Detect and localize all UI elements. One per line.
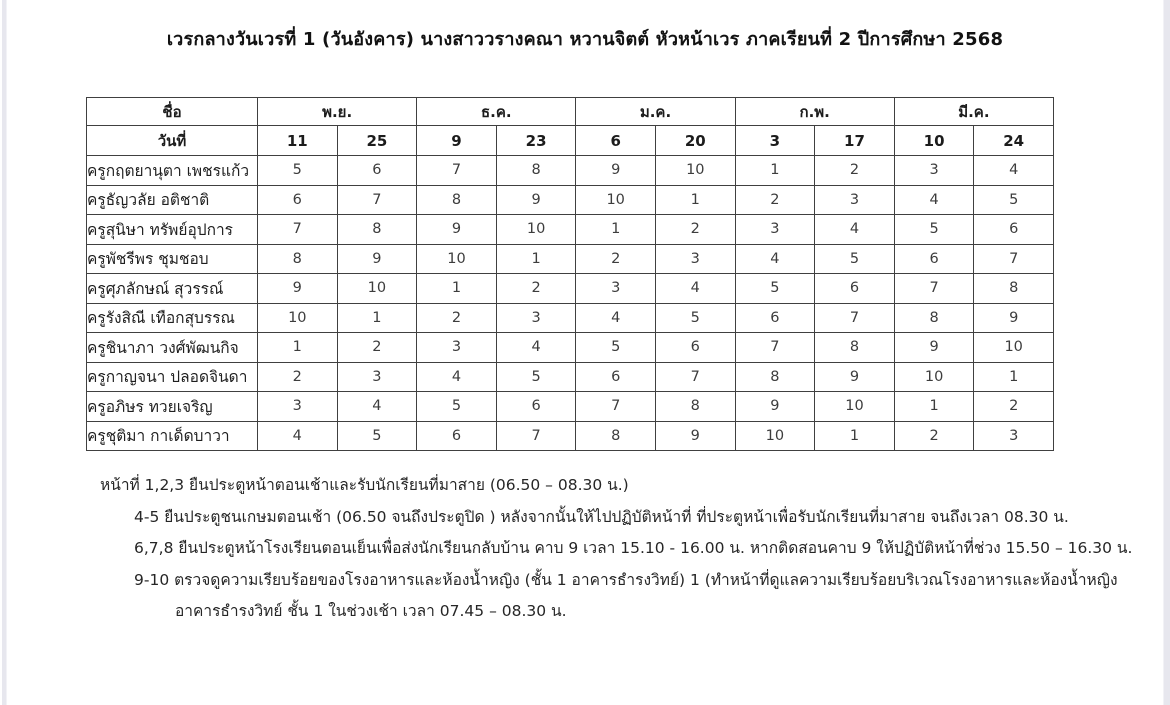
duty-number-cell: 7 [337,185,417,215]
table-row [87,362,1054,392]
duty-number-cell: 4 [417,362,497,392]
duty-number-cell: 9 [417,215,497,245]
duty-number-cell: 1 [417,274,497,304]
table-header [87,98,1054,156]
duty-number-cell: 9 [974,303,1054,333]
duty-number-cell: 2 [974,392,1054,422]
note-line: อาคารธำรงวิทย์ ชั้น 1 ในช่วงเช้า เวลา 07.45 – 08.30 น. [175,602,567,620]
duty-number-cell: 10 [735,421,815,451]
table-row [87,244,1054,274]
duty-number-cell: 9 [735,392,815,422]
table-row [87,215,1054,245]
duty-number-cell: 10 [815,392,895,422]
duty-number-cell: 6 [894,244,974,274]
duty-number-cell: 10 [337,274,417,304]
duty-number-cell: 3 [258,392,338,422]
duty-number-cell: 10 [417,244,497,274]
date-header-cell: 10 [894,126,974,156]
duty-number-cell: 5 [337,421,417,451]
duty-number-cell: 3 [337,362,417,392]
duty-number-cell: 8 [655,392,735,422]
date-header-cell: 20 [655,126,735,156]
duty-number-cell: 5 [815,244,895,274]
duty-number-cell: 3 [655,244,735,274]
duty-number-cell: 8 [417,185,497,215]
teacher-name-cell: ครูธัญวลัย อติชาติ [87,185,258,215]
note-line: 4-5 ยืนประตูชนเกษมตอนเช้า (06.50 จนถึงประตูปิด ) หลังจากนั้นให้ไปปฏิบัติหน้าที่ ที่ประตูหน้าเพื่อรับนักเรียนที่มาสาย จนถึงเวลา 08.30 น. [134,507,1069,526]
duty-number-cell: 4 [337,392,417,422]
duty-number-cell: 3 [417,333,497,363]
duty-number-cell: 4 [496,333,576,363]
duty-number-cell: 1 [974,362,1054,392]
month-header-cell: พ.ย. [258,98,417,126]
duty-number-cell: 5 [894,215,974,245]
duty-number-cell: 8 [735,362,815,392]
duty-number-cell: 7 [894,274,974,304]
table-row [87,303,1054,333]
duty-number-cell: 7 [576,392,656,422]
table-row [87,392,1054,422]
duty-number-cell: 8 [337,215,417,245]
note-line: หน้าที่ 1,2,3 ยืนประตูหน้าตอนเช้าและรับนักเรียนที่มาสาย (06.50 – 08.30 น.) [100,476,629,494]
teacher-name-cell: ครูศุภลักษณ์ สุวรรณ์ [87,274,258,304]
teacher-name-cell: ครูอภิษร ทวยเจริญ [87,392,258,422]
month-header-cell: ธ.ค. [417,98,576,126]
duty-number-cell: 7 [815,303,895,333]
duty-number-cell: 5 [974,185,1054,215]
duty-number-cell: 5 [496,362,576,392]
duty-number-cell: 4 [974,156,1054,186]
duty-number-cell: 3 [974,421,1054,451]
date-header-cell: 25 [337,126,417,156]
duty-number-cell: 9 [337,244,417,274]
date-row-header: วันที่ [87,126,258,156]
name-column-header: ชื่อ [87,98,258,126]
duty-number-cell: 8 [258,244,338,274]
duty-number-cell: 9 [894,333,974,363]
duty-number-cell: 3 [576,274,656,304]
duty-number-cell: 7 [417,156,497,186]
month-header-cell: ม.ค. [576,98,735,126]
duty-number-cell: 2 [496,274,576,304]
duty-number-cell: 3 [894,156,974,186]
month-header-cell: มี.ค. [894,98,1053,126]
duty-number-cell: 5 [576,333,656,363]
duty-number-cell: 9 [815,362,895,392]
duty-number-cell: 8 [496,156,576,186]
duty-number-cell: 7 [655,362,735,392]
duty-number-cell: 8 [974,274,1054,304]
duty-number-cell: 7 [735,333,815,363]
date-header-cell: 11 [258,126,338,156]
duty-schedule-table [86,97,1054,451]
duty-number-cell: 9 [576,156,656,186]
duty-number-cell: 6 [974,215,1054,245]
duty-number-cell: 6 [576,362,656,392]
duty-number-cell: 9 [496,185,576,215]
duty-number-cell: 6 [417,421,497,451]
date-header-cell: 23 [496,126,576,156]
duty-number-cell: 1 [576,215,656,245]
duty-number-cell: 7 [496,421,576,451]
duty-number-cell: 6 [258,185,338,215]
duty-number-cell: 4 [735,244,815,274]
page-title: เวรกลางวันเวรที่ 1 (วันอังคาร) นางสาววรางคณา หวานจิตต์ หัวหน้าเวร ภาคเรียนที่ 2 ปีการศึกษา 2568 [166,29,1004,50]
date-header-cell: 17 [815,126,895,156]
duty-number-cell: 4 [655,274,735,304]
table-body [87,156,1054,451]
duty-number-cell: 8 [815,333,895,363]
date-header-cell: 24 [974,126,1054,156]
duty-number-cell: 10 [974,333,1054,363]
duty-number-cell: 10 [894,362,974,392]
duty-number-cell: 1 [735,156,815,186]
teacher-name-cell: ครูกาญจนา ปลอดจินดา [87,362,258,392]
table-row [87,156,1054,186]
duty-number-cell: 2 [894,421,974,451]
duty-number-cell: 8 [576,421,656,451]
table-row [87,274,1054,304]
duty-number-cell: 5 [735,274,815,304]
duty-number-cell: 7 [258,215,338,245]
duty-number-cell: 10 [258,303,338,333]
duty-number-cell: 5 [417,392,497,422]
duty-number-cell: 3 [735,215,815,245]
duty-number-cell: 4 [894,185,974,215]
notes-section [0,470,1133,628]
teacher-name-cell: ครูชินาภา วงศ์พัฒนกิจ [87,333,258,363]
duty-number-cell: 9 [655,421,735,451]
duty-number-cell: 6 [337,156,417,186]
note-line: 6,7,8 ยืนประตูหน้าโรงเรียนตอนเย็นเพื่อส่งนักเรียนกลับบ้าน คาบ 9 เวลา 15.10 - 16.00 น. หากติดสอนคาบ 9 ให้ปฏิบัติหน้าที่ช่วง 15.50 – 16.30 น. [134,539,1133,557]
duty-number-cell: 1 [894,392,974,422]
duty-number-cell: 2 [258,362,338,392]
duty-number-cell: 3 [815,185,895,215]
duty-number-cell: 2 [655,215,735,245]
page-edge-strip-right [1163,0,1170,705]
duty-number-cell: 6 [815,274,895,304]
teacher-name-cell: ครูสุนิษา ทรัพย์อุปการ [87,215,258,245]
duty-number-cell: 9 [258,274,338,304]
duty-number-cell: 2 [337,333,417,363]
month-header-row [87,98,1054,126]
duty-number-cell: 1 [815,421,895,451]
date-header-cell: 6 [576,126,656,156]
teacher-name-cell: ครูชุติมา กาเด็ดบาวา [87,421,258,451]
duty-number-cell: 8 [894,303,974,333]
duty-number-cell: 10 [576,185,656,215]
duty-number-cell: 5 [258,156,338,186]
duty-number-cell: 4 [576,303,656,333]
duty-number-cell: 6 [735,303,815,333]
month-header-cell: ก.พ. [735,98,894,126]
duty-number-cell: 1 [496,244,576,274]
duty-number-cell: 3 [496,303,576,333]
duty-number-cell: 4 [258,421,338,451]
duty-number-cell: 6 [496,392,576,422]
duty-number-cell: 2 [735,185,815,215]
duty-number-cell: 10 [655,156,735,186]
date-header-cell: 3 [735,126,815,156]
table-row [87,333,1054,363]
note-line: 9-10 ตรวจดูความเรียบร้อยของโรงอาหารและห้องน้ำหญิง (ชั้น 1 อาคารธำรงวิทย์) 1 (ทำหน้าที่ดูแลความเรียบร้อยบริเวณโรงอาหารและห้องน้ำหญิง [134,570,1118,589]
duty-number-cell: 5 [655,303,735,333]
date-header-row [87,126,1054,156]
duty-number-cell: 2 [417,303,497,333]
duty-number-cell: 6 [655,333,735,363]
duty-number-cell: 2 [576,244,656,274]
duty-number-cell: 10 [496,215,576,245]
duty-number-cell: 1 [337,303,417,333]
teacher-name-cell: ครูรังสิณี เทือกสุบรรณ [87,303,258,333]
table-row [87,185,1054,215]
date-header-cell: 9 [417,126,497,156]
duty-number-cell: 1 [258,333,338,363]
duty-number-cell: 2 [815,156,895,186]
teacher-name-cell: ครูพัชรีพร ชุมชอบ [87,244,258,274]
duty-number-cell: 7 [974,244,1054,274]
duty-number-cell: 1 [655,185,735,215]
teacher-name-cell: ครูกฤตยานุตา เพชรแก้ว [87,156,258,186]
table-row [87,421,1054,451]
duty-number-cell: 4 [815,215,895,245]
